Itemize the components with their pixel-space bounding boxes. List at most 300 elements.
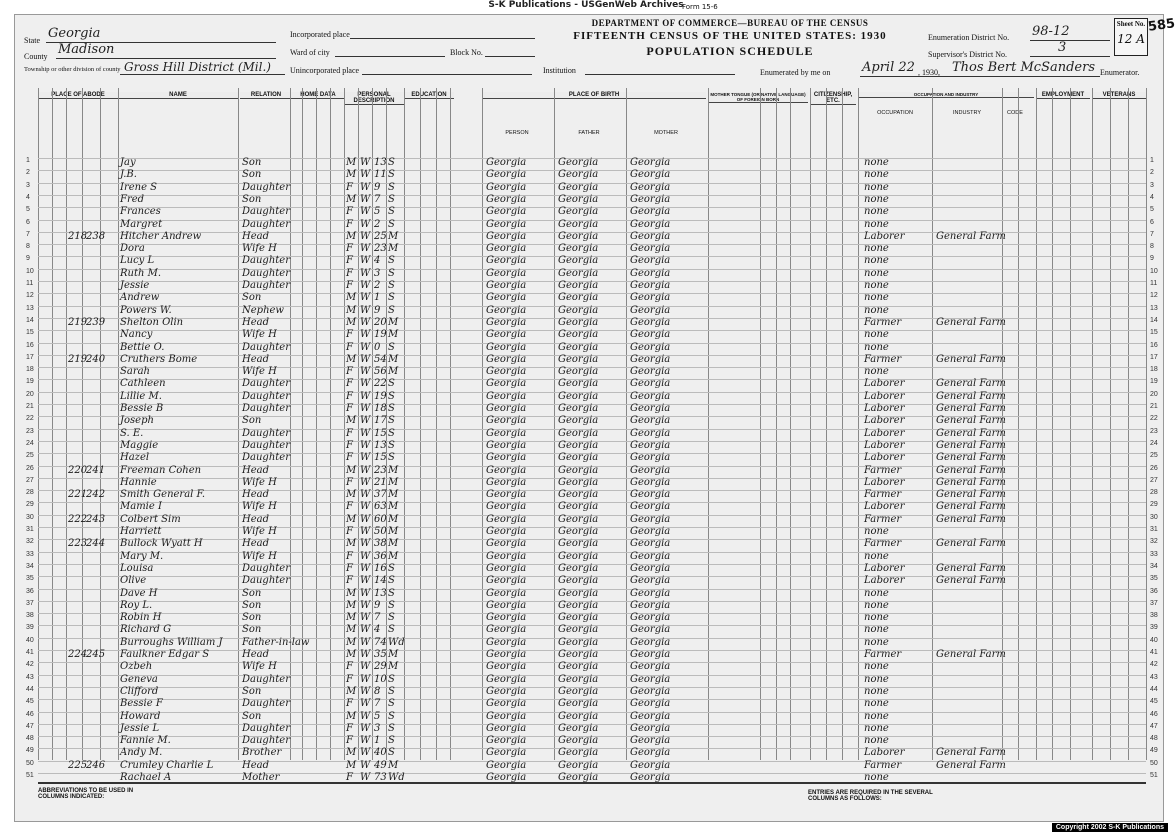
birth-subhead-person: PERSON xyxy=(505,130,529,136)
line-number-right: 13 xyxy=(1150,304,1158,312)
age: 16 xyxy=(374,562,387,574)
dwelling-number: 218 xyxy=(68,230,88,242)
race: W xyxy=(360,452,371,464)
sex: F xyxy=(346,280,353,291)
line-number-right: 32 xyxy=(1150,538,1158,546)
occupation: none xyxy=(864,206,889,218)
relation: Son xyxy=(242,292,262,304)
line-number: 4 xyxy=(26,193,30,201)
race: W xyxy=(360,624,371,636)
line-number-right: 7 xyxy=(1150,230,1154,238)
birthplace-mother: Georgia xyxy=(630,464,671,476)
birthplace-father: Georgia xyxy=(558,341,599,353)
enum-district-value: 98-12 xyxy=(1032,24,1070,39)
birthplace-father: Georgia xyxy=(558,267,599,279)
birthplace-father: Georgia xyxy=(558,624,599,636)
line-number: 24 xyxy=(26,439,34,447)
census-title: FIFTEENTH CENSUS OF THE UNITED STATES: 1930 xyxy=(573,30,887,42)
line-number: 3 xyxy=(26,181,30,189)
family-number: 245 xyxy=(86,649,106,660)
sex: F xyxy=(346,255,353,267)
line-number: 2 xyxy=(26,169,30,177)
race: W xyxy=(360,550,371,562)
person-name: Howard xyxy=(120,710,161,722)
sex: F xyxy=(346,366,353,378)
birthplace-father: Georgia xyxy=(558,157,599,168)
line-number-right: 27 xyxy=(1150,476,1158,484)
person-name: Louisa xyxy=(120,562,154,574)
person-name: Burroughs William J xyxy=(120,636,223,648)
sex: M xyxy=(346,489,357,501)
occupation: none xyxy=(864,329,889,341)
sex: F xyxy=(346,722,353,734)
relation: Daughter xyxy=(242,439,290,451)
line-number-right: 29 xyxy=(1150,501,1158,509)
birthplace-father: Georgia xyxy=(558,243,599,255)
race: W xyxy=(360,685,371,697)
occupation: Laborer xyxy=(864,427,905,439)
race: W xyxy=(360,206,371,218)
occupation: none xyxy=(864,698,889,710)
line-number: 23 xyxy=(26,427,34,435)
relation: Son xyxy=(242,710,262,722)
occupation: Laborer xyxy=(864,403,905,414)
line-number: 30 xyxy=(26,513,34,521)
line-number-right: 1 xyxy=(1150,157,1154,164)
age: 14 xyxy=(374,575,387,587)
person-name: Bullock Wyatt H xyxy=(120,538,203,550)
person-name: Dora xyxy=(120,243,145,255)
age: 7 xyxy=(374,193,381,205)
birthplace-father: Georgia xyxy=(558,685,599,697)
person-name: Fannie M. xyxy=(120,735,171,747)
person-name: Freeman Cohen xyxy=(120,464,202,476)
line-number-right: 34 xyxy=(1150,562,1158,570)
line-number-right: 43 xyxy=(1150,673,1158,681)
line-number: 44 xyxy=(26,685,34,693)
marital-status: S xyxy=(388,575,395,587)
line-number-right: 40 xyxy=(1150,636,1158,644)
line-number-right: 2 xyxy=(1150,169,1154,177)
birthplace-mother: Georgia xyxy=(630,415,671,427)
line-number-right: 8 xyxy=(1150,243,1154,251)
birthplace-person: Georgia xyxy=(486,464,527,476)
birth-subhead-father: FATHER xyxy=(578,130,600,136)
marital-status: Wd xyxy=(388,772,405,783)
occupation: none xyxy=(864,255,889,267)
race: W xyxy=(360,193,371,205)
birthplace-person: Georgia xyxy=(486,759,527,771)
birthplace-father: Georgia xyxy=(558,661,599,673)
marital-status: S xyxy=(388,181,395,193)
line-number: 50 xyxy=(26,759,34,767)
block-label: Block No. xyxy=(450,48,483,57)
marital-status: S xyxy=(388,698,395,710)
line-number: 7 xyxy=(26,230,30,238)
line-number: 29 xyxy=(26,501,34,509)
birthplace-father: Georgia xyxy=(558,169,599,181)
birthplace-father: Georgia xyxy=(558,722,599,734)
birthplace-person: Georgia xyxy=(486,353,527,365)
race: W xyxy=(360,427,371,439)
marital-status: S xyxy=(388,267,395,279)
industry-subhead: INDUSTRY xyxy=(952,110,981,116)
birthplace-person: Georgia xyxy=(486,526,527,537)
birthplace-father: Georgia xyxy=(558,513,599,525)
relation: Head xyxy=(242,489,270,501)
industry: General Farm xyxy=(936,403,1006,414)
line-number: 39 xyxy=(26,624,34,632)
race: W xyxy=(360,353,371,365)
industry: General Farm xyxy=(936,415,1006,427)
marital-status: M xyxy=(388,661,399,673)
person-name: Bessie F xyxy=(120,698,163,710)
birthplace-person: Georgia xyxy=(486,587,527,599)
marital-status: S xyxy=(388,452,395,464)
person-name: Cruthers Bome xyxy=(120,353,198,365)
birthplace-father: Georgia xyxy=(558,181,599,193)
copyright-notice: Copyright 2002 S-K Publications xyxy=(1052,823,1168,832)
person-name: Geneva xyxy=(120,673,158,685)
supervisor-value: 3 xyxy=(1058,40,1067,55)
age: 11 xyxy=(374,169,387,181)
age: 40 xyxy=(374,747,387,759)
occupation: none xyxy=(864,772,889,783)
sex: M xyxy=(346,193,357,205)
person-name: Lucy L xyxy=(120,255,155,267)
sex: F xyxy=(346,661,353,673)
person-name: Shelton Olin xyxy=(120,316,184,328)
line-number: 22 xyxy=(26,415,34,423)
occupation: none xyxy=(864,685,889,697)
birthplace-father: Georgia xyxy=(558,218,599,230)
dwelling-number: 219 xyxy=(68,316,88,328)
birthplace-father: Georgia xyxy=(558,415,599,427)
relation: Daughter xyxy=(242,181,290,193)
occupation: Laborer xyxy=(864,575,905,587)
sex: F xyxy=(346,243,353,255)
birthplace-person: Georgia xyxy=(486,193,527,205)
enum-district-label: Enumeration District No. xyxy=(928,33,1010,42)
sex: M xyxy=(346,292,357,304)
person-name: Richard G xyxy=(120,624,172,636)
age: 20 xyxy=(374,316,387,328)
birthplace-mother: Georgia xyxy=(630,427,671,439)
industry: General Farm xyxy=(936,649,1006,660)
person-name: Jessie L xyxy=(120,722,160,734)
line-number-right: 24 xyxy=(1150,439,1158,447)
race: W xyxy=(360,747,371,759)
group-4: PERSONAL DESCRIPTION xyxy=(344,92,404,105)
race: W xyxy=(360,587,371,599)
birthplace-mother: Georgia xyxy=(630,759,671,771)
line-number: 43 xyxy=(26,673,34,681)
county-value: Madison xyxy=(58,42,115,57)
birthplace-mother: Georgia xyxy=(630,575,671,587)
age: 7 xyxy=(374,612,381,624)
race: W xyxy=(360,243,371,255)
birthplace-mother: Georgia xyxy=(630,661,671,673)
age: 5 xyxy=(374,710,381,722)
relation: Father-in-law xyxy=(242,636,310,648)
relation: Wife H xyxy=(242,550,277,562)
marital-status: S xyxy=(388,735,395,747)
birthplace-person: Georgia xyxy=(486,292,527,304)
birthplace-mother: Georgia xyxy=(630,157,671,168)
industry: General Farm xyxy=(936,489,1006,501)
line-number: 26 xyxy=(26,464,34,472)
marital-status: S xyxy=(388,304,395,316)
birthplace-mother: Georgia xyxy=(630,673,671,685)
person-name: Fred xyxy=(120,193,145,205)
person-name: Mary M. xyxy=(120,550,164,562)
line-number: 1 xyxy=(26,157,30,164)
line-number-right: 36 xyxy=(1150,587,1158,595)
relation: Daughter xyxy=(242,427,290,439)
birthplace-mother: Georgia xyxy=(630,501,671,513)
birthplace-father: Georgia xyxy=(558,206,599,218)
form-number: Form 15-6 xyxy=(682,3,718,11)
age: 19 xyxy=(374,329,387,341)
sex: F xyxy=(346,698,353,710)
relation: Daughter xyxy=(242,562,290,574)
marital-status: S xyxy=(388,193,395,205)
birthplace-mother: Georgia xyxy=(630,562,671,574)
marital-status: M xyxy=(388,243,399,255)
line-number-right: 6 xyxy=(1150,218,1154,226)
birthplace-mother: Georgia xyxy=(630,513,671,525)
occupation: none xyxy=(864,267,889,279)
line-number: 10 xyxy=(26,267,34,275)
person-name: Powers W. xyxy=(120,304,172,316)
line-number: 35 xyxy=(26,575,34,583)
sex: M xyxy=(346,169,357,181)
birthplace-father: Georgia xyxy=(558,464,599,476)
person-name: Clifford xyxy=(120,685,159,697)
marital-status: S xyxy=(388,587,395,599)
age: 13 xyxy=(374,157,387,168)
sex: F xyxy=(346,218,353,230)
line-number-right: 45 xyxy=(1150,698,1158,706)
line-number: 48 xyxy=(26,735,34,743)
occupation: none xyxy=(864,218,889,230)
line-number: 49 xyxy=(26,747,34,755)
age: 9 xyxy=(374,304,381,316)
age: 9 xyxy=(374,181,381,193)
birthplace-father: Georgia xyxy=(558,562,599,574)
township-label: Township or other division of county xyxy=(24,66,121,73)
age: 8 xyxy=(374,685,381,697)
sex: M xyxy=(346,636,357,648)
occupation: none xyxy=(864,193,889,205)
township-value: Gross Hill District (Mil.) xyxy=(124,60,271,74)
relation: Head xyxy=(242,230,270,242)
birthplace-father: Georgia xyxy=(558,403,599,414)
birthplace-person: Georgia xyxy=(486,513,527,525)
birthplace-father: Georgia xyxy=(558,329,599,341)
column-rule xyxy=(1146,88,1147,760)
birthplace-father: Georgia xyxy=(558,439,599,451)
line-number-right: 33 xyxy=(1150,550,1158,558)
birthplace-person: Georgia xyxy=(486,772,527,783)
occupation: Farmer xyxy=(864,538,902,550)
line-number: 9 xyxy=(26,255,30,263)
person-name: Harriett xyxy=(120,526,162,537)
enum-district-line xyxy=(1030,40,1110,41)
birthplace-mother: Georgia xyxy=(630,206,671,218)
birthplace-person: Georgia xyxy=(486,710,527,722)
race: W xyxy=(360,722,371,734)
group-0: PLACE OF ABODE xyxy=(38,92,118,99)
age: 3 xyxy=(374,722,381,734)
birthplace-father: Georgia xyxy=(558,649,599,660)
age: 17 xyxy=(374,415,387,427)
sex: M xyxy=(346,353,357,365)
line-number-right: 17 xyxy=(1150,353,1158,361)
marital-status: M xyxy=(388,476,399,488)
birthplace-father: Georgia xyxy=(558,772,599,783)
unincorporated-line xyxy=(362,74,532,75)
sex: M xyxy=(346,599,357,611)
occupation: Farmer xyxy=(864,489,902,501)
person-name: Jay xyxy=(120,157,136,168)
marital-status: M xyxy=(388,501,399,513)
birthplace-mother: Georgia xyxy=(630,698,671,710)
line-number: 14 xyxy=(26,316,34,324)
birthplace-person: Georgia xyxy=(486,562,527,574)
sex: F xyxy=(346,501,353,513)
relation: Daughter xyxy=(242,378,290,390)
line-number-right: 39 xyxy=(1150,624,1158,632)
birthplace-mother: Georgia xyxy=(630,353,671,365)
birthplace-mother: Georgia xyxy=(630,267,671,279)
birthplace-father: Georgia xyxy=(558,747,599,759)
line-number: 32 xyxy=(26,538,34,546)
entries-note: ENTRIES ARE REQUIRED IN THE SEVERAL COLUMNS AS FOLLOWS: xyxy=(808,790,933,802)
age: 38 xyxy=(374,538,387,550)
age: 4 xyxy=(374,624,381,636)
birthplace-person: Georgia xyxy=(486,316,527,328)
person-name: Hitcher Andrew xyxy=(120,230,202,242)
birthplace-father: Georgia xyxy=(558,759,599,771)
sex: F xyxy=(346,439,353,451)
line-number: 25 xyxy=(26,452,34,460)
birthplace-father: Georgia xyxy=(558,538,599,550)
sex: F xyxy=(346,181,353,193)
birthplace-father: Georgia xyxy=(558,230,599,242)
line-number-right: 3 xyxy=(1150,181,1154,189)
marital-status: S xyxy=(388,378,395,390)
age: 5 xyxy=(374,206,381,218)
age: 15 xyxy=(374,452,387,464)
age: 73 xyxy=(374,772,387,783)
age: 3 xyxy=(374,267,381,279)
industry: General Farm xyxy=(936,464,1006,476)
race: W xyxy=(360,366,371,378)
group-2: RELATION xyxy=(240,92,292,99)
industry: General Farm xyxy=(936,476,1006,488)
marital-status: S xyxy=(388,427,395,439)
person-name: Mamie I xyxy=(120,501,162,513)
birthplace-mother: Georgia xyxy=(630,230,671,242)
birthplace-mother: Georgia xyxy=(630,439,671,451)
birthplace-person: Georgia xyxy=(486,181,527,193)
ward-label: Ward of city xyxy=(290,48,330,57)
marital-status: S xyxy=(388,612,395,624)
line-number-right: 22 xyxy=(1150,415,1158,423)
birthplace-mother: Georgia xyxy=(630,255,671,267)
occupation: none xyxy=(864,243,889,255)
occupation: none xyxy=(864,661,889,673)
line-number-right: 11 xyxy=(1150,280,1158,287)
sex: M xyxy=(346,612,357,624)
sex: M xyxy=(346,624,357,636)
group-10: EMPLOYMENT xyxy=(1036,92,1090,99)
relation: Brother xyxy=(242,747,282,759)
occupation: Laborer xyxy=(864,562,905,574)
birthplace-mother: Georgia xyxy=(630,390,671,402)
birthplace-person: Georgia xyxy=(486,452,527,464)
township-line xyxy=(120,74,285,75)
marital-status: S xyxy=(388,722,395,734)
age: 1 xyxy=(374,292,381,304)
line-number: 13 xyxy=(26,304,34,312)
birthplace-person: Georgia xyxy=(486,230,527,242)
person-name: Hazel xyxy=(120,452,150,464)
person-name: Smith General F. xyxy=(120,489,206,501)
occupation-subhead: OCCUPATION xyxy=(877,110,913,116)
sex: F xyxy=(346,390,353,402)
occupation: Farmer xyxy=(864,316,902,328)
occupation: Laborer xyxy=(864,501,905,513)
birthplace-father: Georgia xyxy=(558,587,599,599)
institution-label: Institution xyxy=(543,66,576,75)
marital-status: M xyxy=(388,230,399,242)
marital-status: M xyxy=(388,329,399,341)
person-name: Olive xyxy=(120,575,147,587)
birthplace-person: Georgia xyxy=(486,685,527,697)
sex: M xyxy=(346,649,357,660)
supervisor-line xyxy=(1030,56,1110,57)
person-name: Crumley Charlie L xyxy=(120,759,214,771)
line-number-right: 26 xyxy=(1150,464,1158,472)
industry: General Farm xyxy=(936,759,1006,771)
birthplace-mother: Georgia xyxy=(630,685,671,697)
race: W xyxy=(360,513,371,525)
birthplace-person: Georgia xyxy=(486,476,527,488)
sex: M xyxy=(346,587,357,599)
age: 21 xyxy=(374,476,387,488)
age: 22 xyxy=(374,378,387,390)
age: 2 xyxy=(374,280,381,291)
birthplace-mother: Georgia xyxy=(630,710,671,722)
line-number-right: 31 xyxy=(1150,526,1158,533)
sex: M xyxy=(346,230,357,242)
relation: Wife H xyxy=(242,501,277,513)
birthplace-father: Georgia xyxy=(558,550,599,562)
birthplace-father: Georgia xyxy=(558,710,599,722)
race: W xyxy=(360,575,371,587)
race: W xyxy=(360,649,371,660)
relation: Son xyxy=(242,193,262,205)
family-number: 239 xyxy=(86,316,106,328)
birthplace-mother: Georgia xyxy=(630,476,671,488)
person-name: Andrew xyxy=(120,292,160,304)
occupation: none xyxy=(864,280,889,291)
birthplace-mother: Georgia xyxy=(630,636,671,648)
age: 50 xyxy=(374,526,387,537)
family-number: 241 xyxy=(86,464,106,476)
